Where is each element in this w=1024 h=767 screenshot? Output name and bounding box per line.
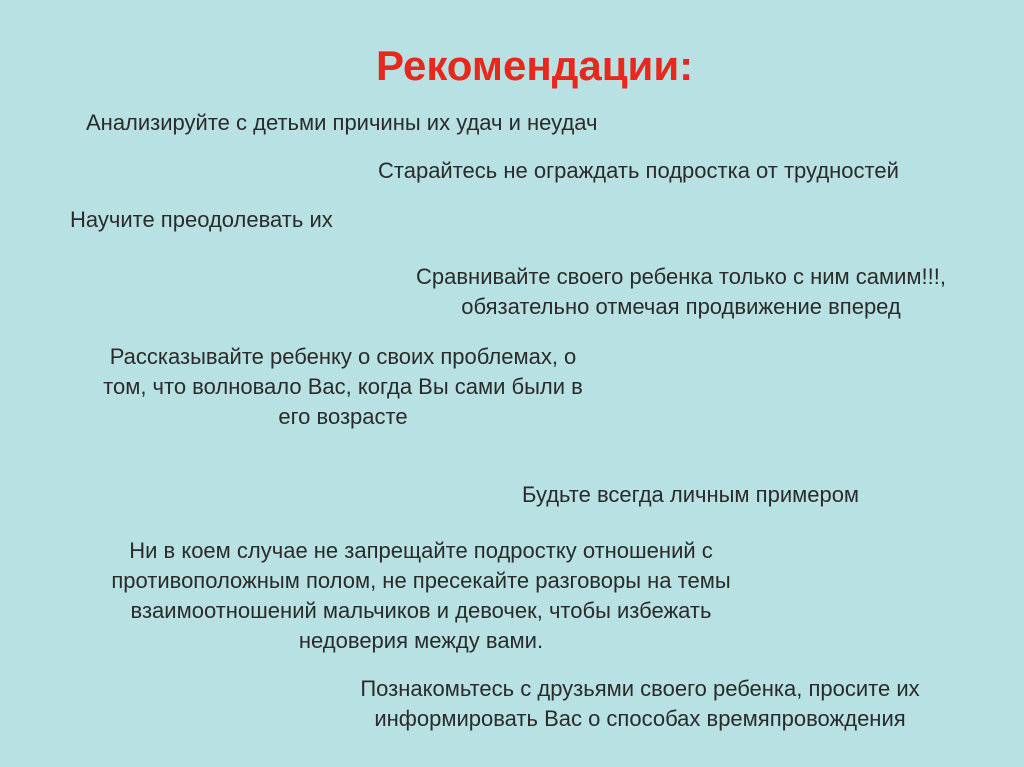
recommendation-6 [522, 480, 859, 510]
recommendation-4 [366, 262, 996, 322]
recommendation-line: Рассказывайте ребенку о своих проблемах, о [109, 344, 577, 369]
recommendation-line: противоположным полом, не пресекайте разговоры на темы [111, 568, 731, 593]
recommendation-line: недоверия между вами. [298, 628, 544, 653]
recommendation-1 [86, 108, 598, 138]
recommendation-line: Ни в коем случае не запрещайте подростку отношений с [129, 538, 713, 563]
recommendation-line: взаимоотношений мальчиков и девочек, чтобы избежать [130, 598, 712, 623]
recommendation-7 [56, 536, 786, 656]
recommendation-3 [70, 205, 333, 235]
slide-title: Рекомендации: [376, 42, 694, 89]
recommendation-line: его возрасте [278, 404, 408, 429]
recommendation-5 [58, 342, 628, 432]
recommendation-line: Старайтесь не ограждать подростка от трудностей [378, 158, 899, 183]
recommendation-line: Научите преодолевать их [70, 207, 333, 232]
recommendation-line: Сравнивайте своего ребенка только с ним самим!!!, [416, 264, 946, 289]
recommendation-line: обязательно отмечая продвижение вперед [461, 294, 901, 319]
recommendation-2 [378, 156, 899, 186]
recommendation-line: Анализируйте с детьми причины их удач и неудач [86, 110, 598, 135]
recommendation-8 [300, 674, 980, 734]
recommendation-line: том, что волновало Вас, когда Вы сами были в [103, 374, 583, 399]
recommendation-line: Познакомьтесь с друзьями своего ребенка, просите их [360, 676, 920, 701]
recommendation-line: информировать Вас о способах времяпровождения [374, 706, 906, 731]
recommendation-line: Будьте всегда личным примером [522, 482, 860, 507]
